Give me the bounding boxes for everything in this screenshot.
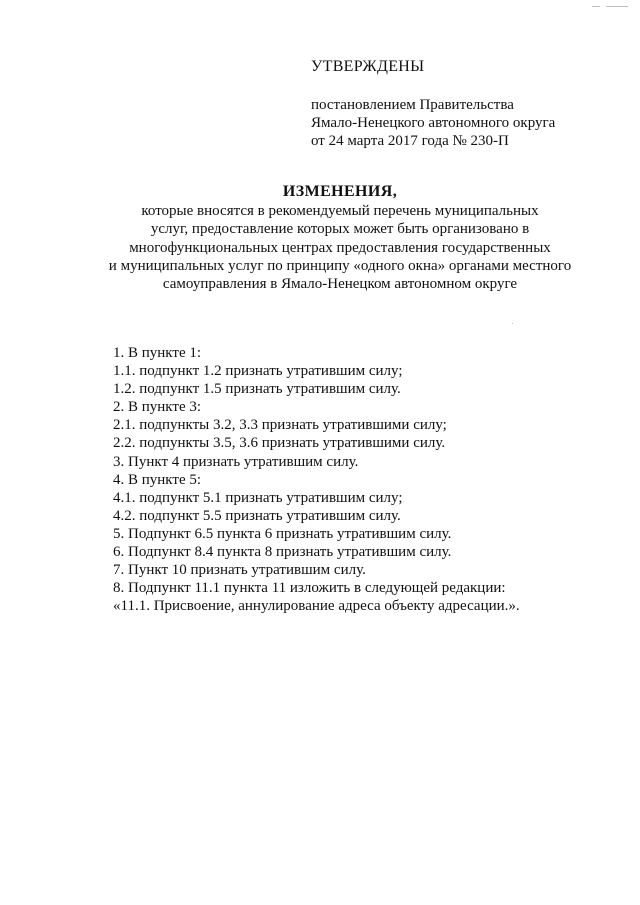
approval-line: постановлением Правительства [311, 97, 514, 113]
scan-artifact-mark [592, 6, 600, 7]
list-item: 3. Пункт 4 признать утратившим силу. [113, 453, 359, 470]
list-item: 8. Подпункт 11.1 пункта 11 изложить в следующей редакции: [113, 580, 506, 597]
list-item: 5. Подпункт 6.5 пункта 6 признать утратившим силу. [113, 525, 452, 542]
title-subline: которые вносятся в рекомендуемый перечень муниципальных [141, 203, 539, 220]
scan-artifact-mark [606, 6, 628, 7]
approval-heading: УТВЕРЖДЕНЫ [311, 58, 425, 75]
approval-line: от 24 марта 2017 года № 230-П [311, 133, 509, 149]
list-item: 4.1. подпункт 5.1 признать утратившим силу; [113, 489, 403, 506]
approval-block [311, 58, 611, 150]
document-title: ИЗМЕНЕНИЯ, [282, 183, 398, 200]
scan-artifact-dot [512, 323, 513, 324]
list-item: 1. В пункте 1: [113, 345, 202, 361]
amendments-list [113, 344, 613, 615]
list-item: 1.1. подпункт 1.2 признать утратившим силу; [113, 363, 403, 380]
list-item: 4. В пункте 5: [113, 471, 202, 488]
approval-line: Ямало-Ненецкого автономного округа [311, 115, 556, 131]
document-title-block [90, 183, 590, 293]
list-item: «11.1. Присвоение, аннулирование адреса объекту адресации.». [113, 598, 520, 615]
list-item: 4.2. подпункт 5.5 признать утратившим силу. [113, 507, 401, 524]
title-subline: самоуправления в Ямало-Ненецком автономном округе [162, 276, 518, 293]
list-item: 7. Пункт 10 признать утратившим силу. [113, 562, 366, 579]
title-subline: и муниципальных услуг по принципу «одного окна» органами местного [108, 257, 572, 274]
list-item: 2.2. подпункты 3.5, 3.6 признать утратившими силу. [113, 435, 446, 452]
list-item: 2.1. подпункты 3.2, 3.3 признать утратившими силу; [113, 417, 447, 434]
title-subline: многофункциональных центрах предоставления государственных [129, 239, 551, 256]
list-item: 1.2. подпункт 1.5 признать утратившим силу. [113, 381, 401, 398]
list-item: 2. В пункте 3: [113, 399, 202, 416]
title-subline: услуг, предоставление которых может быть организовано в [150, 221, 530, 238]
list-item: 6. Подпункт 8.4 пункта 8 признать утратившим силу. [113, 544, 452, 561]
